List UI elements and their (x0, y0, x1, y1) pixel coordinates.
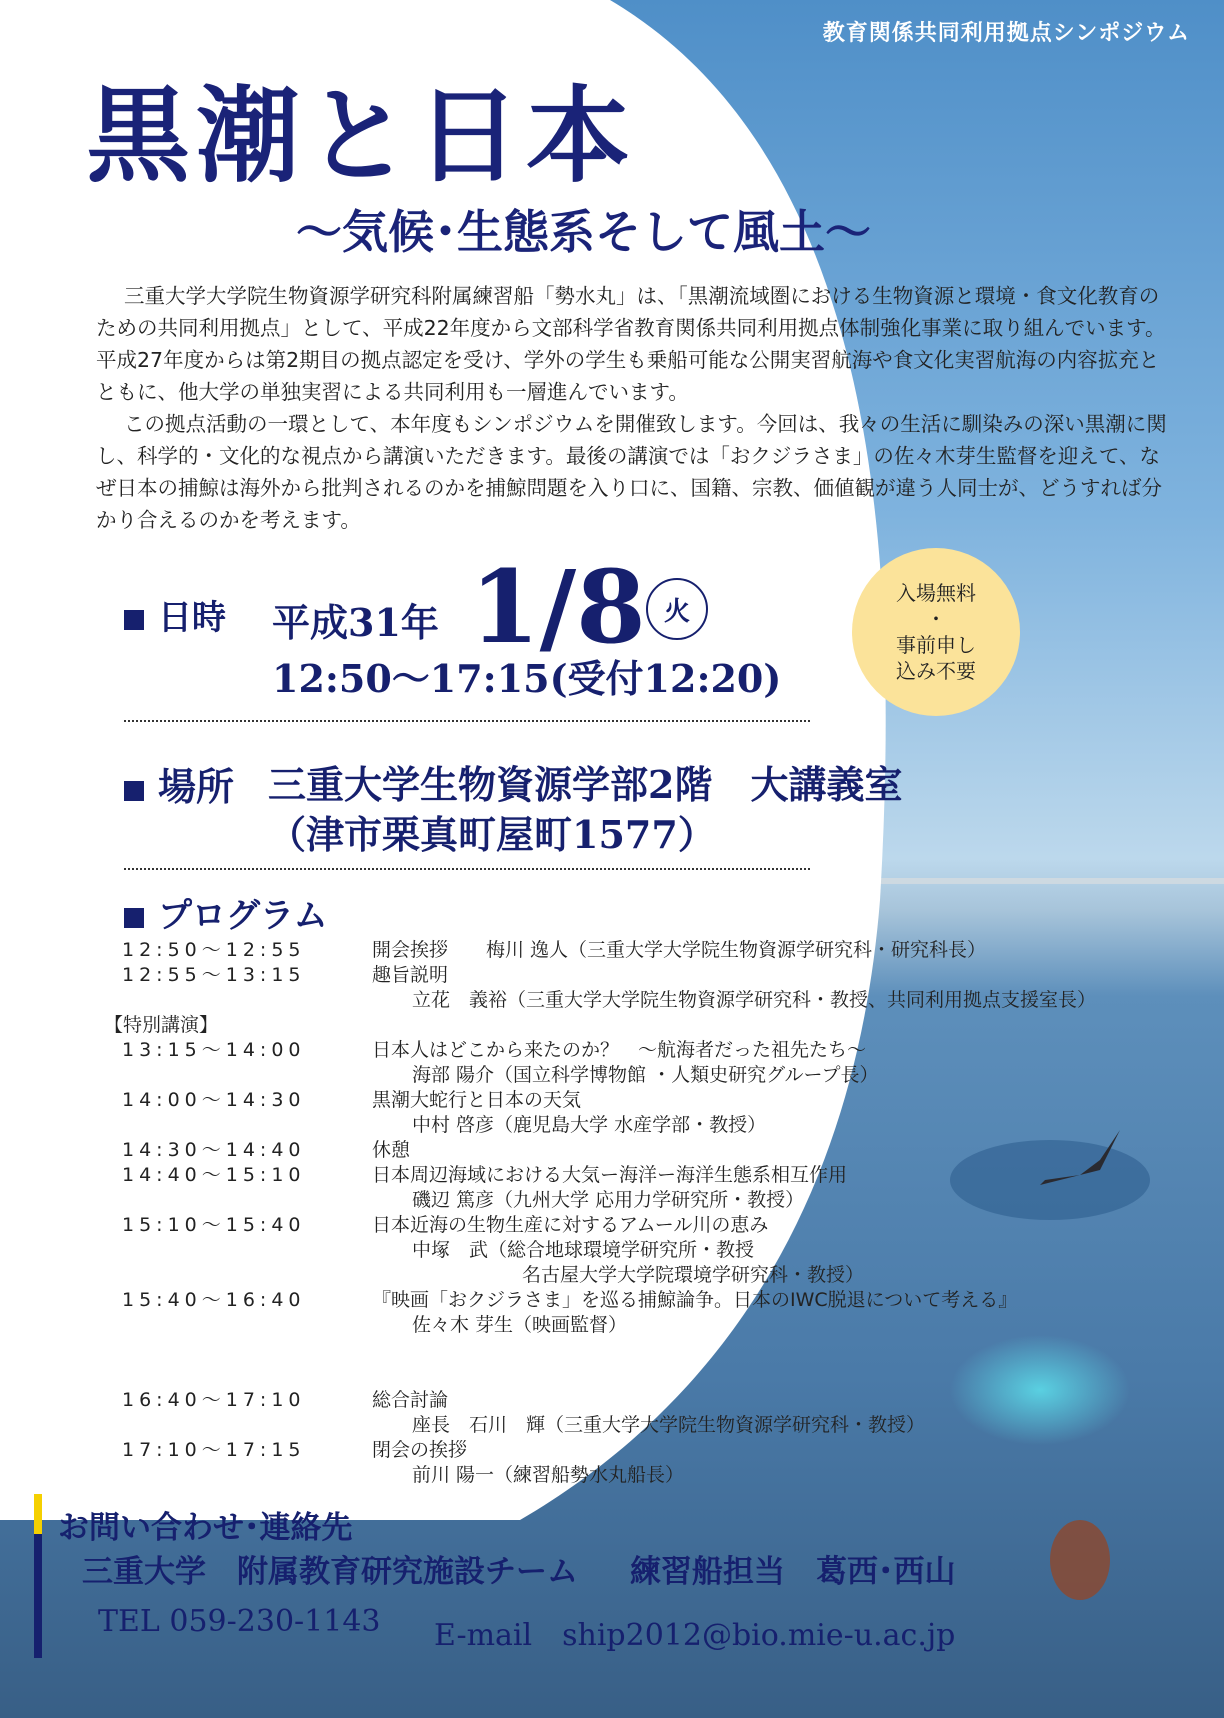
program-row (104, 1263, 1204, 1288)
weekday-badge (646, 578, 708, 640)
program-speaker: 中村 啓彦（鹿児島大学 水産学部・教授） (412, 1114, 767, 1136)
program-speaker: 海部 陽介（国立科学博物館 ・人類史研究グループ長） (412, 1064, 879, 1086)
square-bullet-icon (124, 908, 144, 928)
contact-accent-bar (34, 1534, 42, 1658)
program-row (104, 1188, 1204, 1213)
program-desc: 休憩 (372, 1139, 411, 1161)
square-bullet-icon (124, 610, 144, 630)
program-row (104, 1163, 1204, 1188)
venue-address: （津市栗真町屋町1577） (268, 812, 716, 857)
program-row (104, 1438, 1204, 1463)
program-desc: 日本人はどこから来たのか？ ～航海者だった祖先たち～ (372, 1039, 867, 1061)
program-speaker: 中塚 武（総合地球環境学研究所・教授 (412, 1239, 755, 1261)
program-label: プログラム (158, 896, 328, 936)
program-row (104, 1238, 1204, 1263)
program-spacer (104, 1363, 1204, 1388)
weekday-label: 火 (663, 596, 690, 627)
admission-line-1: 入場無料 (896, 581, 976, 605)
venue-label: 場所 (158, 764, 235, 809)
event-time: 12:50～17:15(受付12:20) (272, 656, 782, 701)
era-year: 平成31年 (272, 600, 439, 645)
program-desc: 趣旨説明 (372, 964, 449, 986)
special-lecture-label: 【特別講演】 (104, 1014, 219, 1036)
page-title: 黒潮と日本 (86, 74, 637, 197)
program-row (104, 1413, 1204, 1438)
dotted-divider (124, 720, 810, 722)
program-speaker: 磯辺 篤彦（九州大学 応用力学研究所・教授） (412, 1189, 805, 1211)
program-row (104, 1388, 1204, 1413)
program-row (104, 1113, 1204, 1138)
program-time: 16:40～17:10 (122, 1389, 306, 1411)
contact-heading: お問い合わせ･連絡先 (58, 1510, 353, 1546)
program-desc: 開会挨拶 梅川 逸人（三重大学大学院生物資源学研究科・研究科長） (372, 939, 987, 961)
program-row (104, 1038, 1204, 1063)
contact-accent-bar (34, 1494, 42, 1534)
admission-badge (852, 548, 1020, 716)
program-row (104, 988, 1204, 1013)
dotted-divider (124, 868, 810, 870)
program-speaker: 座長 石川 輝（三重大学大学院生物資源学研究科・教授） (412, 1414, 926, 1436)
program-desc: 黒潮大蛇行と日本の天気 (372, 1089, 582, 1111)
program-list (104, 938, 1204, 1488)
program-heading (124, 888, 328, 937)
program-row (104, 1313, 1204, 1338)
contact-organization: 三重大学 附属教育研究施設チーム (82, 1554, 578, 1590)
venue-name: 三重大学生物資源学部2階 大講義室 (268, 762, 903, 807)
program-time: 15:40～16:40 (122, 1289, 306, 1311)
program-time: 12:50～12:55 (122, 939, 306, 961)
program-desc: 閉会の挨拶 (372, 1439, 468, 1461)
intro-paragraph-2: この拠点活動の一環として、本年度もシンポジウムを開催致します。今回は、我々の生活に馴染みの深い黒潮に関し、科学的・文化的な視点から講演いただきます。最後の講演では「おクジラさま」の佐々木芽生監督を迎えて、なぜ日本の捕鯨は海外から批判されるのかを捕鯨問題を入り口に、国籍、宗教、価値観が違う人同士が、どうすれば分かり合えるのかを考えます。 (96, 412, 1167, 532)
program-time: 12:55～13:15 (122, 964, 306, 986)
contact-staff: 練習船担当 葛西･西山 (630, 1554, 956, 1590)
admission-line-2: 事前申し (896, 633, 976, 657)
contact-email[interactable]: E-mail ship2012@bio.mie-u.ac.jp (434, 1618, 956, 1653)
program-row (104, 1463, 1204, 1488)
program-speaker: 立花 義裕（三重大学大学院生物資源学研究科・教授、共同利用拠点支援室長） (412, 989, 1097, 1011)
program-desc: 日本近海の生物生産に対するアムール川の恵み (372, 1214, 769, 1236)
intro-paragraph-1: 三重大学大学院生物資源学研究科附属練習船「勢水丸」は、「黒潮流域圏における生物資源と環境・食文化教育のための共同利用拠点」として、平成22年度から文部科学省教育関係共同利用拠点体制強化事業に取り組んでいます。平成27年度からは第2期目の拠点認定を受け、学外の学生も乗船可能な公開実習航海や食文化実習航海の内容拡充とともに、他大学の単独実習による共同利用も一層進んでいます。 (96, 284, 1166, 404)
program-time: 17:10～17:15 (122, 1439, 306, 1461)
program-time: 14:40～15:10 (122, 1164, 306, 1186)
datetime-label: 日時 (158, 598, 226, 638)
program-row (104, 938, 1204, 963)
program-row (104, 1213, 1204, 1238)
program-row (104, 1138, 1204, 1163)
program-row (104, 1288, 1204, 1313)
program-desc: 日本周辺海域における大気ー海洋ー海洋生態系相互作用 (372, 1164, 848, 1186)
contact-phone: TEL 059-230-1143 (98, 1604, 381, 1639)
program-section (104, 1013, 1204, 1038)
program-time: 15:10～15:40 (122, 1214, 306, 1236)
datetime-heading (124, 590, 226, 639)
admission-line-3: 込み不要 (896, 659, 976, 683)
program-speaker: 佐々木 芽生（映画監督） (412, 1314, 628, 1336)
program-speaker: 前川 陽一（練習船勢水丸船長） (412, 1464, 685, 1486)
symposium-eyebrow: 教育関係共同利用拠点シンポジウム (822, 21, 1190, 46)
program-row (104, 1088, 1204, 1113)
program-speaker-affiliation: 名古屋大学大学院環境学研究科・教授） (522, 1264, 865, 1286)
program-time: 13:15～14:00 (122, 1039, 306, 1061)
admission-separator: ・ (926, 607, 946, 631)
program-row (104, 963, 1204, 988)
program-row (104, 1063, 1204, 1088)
event-date: 1/8 (470, 548, 646, 666)
venue-heading (124, 756, 234, 811)
program-desc: 『映画「おクジラさま」を巡る捕鯨論争。日本のIWC脱退について考える』 (372, 1289, 1018, 1311)
page-subtitle: ～気候･生態系そして風土～ (296, 205, 871, 259)
program-spacer (104, 1338, 1204, 1363)
program-time: 14:00～14:30 (122, 1089, 306, 1111)
program-desc: 総合討論 (372, 1389, 449, 1411)
program-time: 14:30～14:40 (122, 1139, 306, 1161)
square-bullet-icon (124, 781, 144, 801)
